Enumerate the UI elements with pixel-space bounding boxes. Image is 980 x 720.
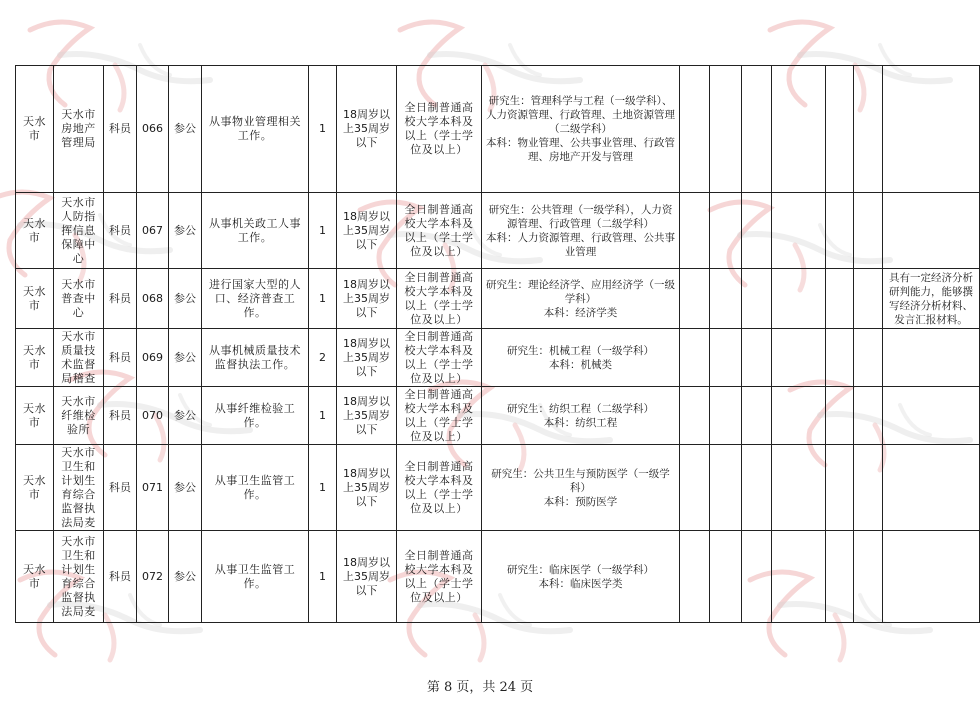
- empty-cell: [680, 193, 710, 269]
- empty-cell: [680, 387, 710, 445]
- city-cell: 天水市: [16, 445, 54, 531]
- age-cell: 18周岁以上35周岁以下: [337, 329, 397, 387]
- empty-cell: [710, 445, 742, 531]
- note-cell: [883, 531, 980, 623]
- city-cell: 天水市: [16, 193, 54, 269]
- major-cell: 研究生：纺织工程（二级学科） 本科：纺织工程: [482, 387, 680, 445]
- empty-cell: [772, 531, 826, 623]
- empty-cell: [742, 387, 772, 445]
- table-row: [16, 66, 980, 193]
- job-type-cell: 参公: [169, 269, 202, 329]
- empty-cell: [680, 445, 710, 531]
- education-cell: 全日制普通高校大学本科及以上（学士学位及以上）: [397, 66, 482, 193]
- headcount-cell: 1: [309, 387, 337, 445]
- city-cell: 天水市: [16, 269, 54, 329]
- city-cell: 天水市: [16, 66, 54, 193]
- page-footer: 第 8 页，共 24 页: [426, 680, 534, 695]
- job-code-cell: 066: [137, 66, 169, 193]
- note-cell: 具有一定经济分析研判能力，能够撰写经济分析材料、发言汇报材料。: [883, 269, 980, 329]
- job-level-cell: 科员: [104, 445, 137, 531]
- empty-cell: [826, 445, 854, 531]
- job-level-cell: 科员: [104, 531, 137, 623]
- department-cell: 天水市纤维检验所: [54, 387, 104, 445]
- empty-cell: [854, 193, 883, 269]
- city-cell: 天水市: [16, 387, 54, 445]
- education-cell: 全日制普通高校大学本科及以上（学士学位及以上）: [397, 329, 482, 387]
- table-row: [16, 531, 980, 623]
- empty-cell: [772, 66, 826, 193]
- headcount-cell: 1: [309, 531, 337, 623]
- table-row: [16, 193, 980, 269]
- headcount-cell: 2: [309, 329, 337, 387]
- duty-cell: 从事纤维检验工作。: [202, 387, 309, 445]
- empty-cell: [826, 531, 854, 623]
- job-type-cell: 参公: [169, 66, 202, 193]
- age-cell: 18周岁以上35周岁以下: [337, 445, 397, 531]
- empty-cell: [826, 269, 854, 329]
- job-code-cell: 069: [137, 329, 169, 387]
- table-row: [16, 269, 980, 329]
- empty-cell: [742, 445, 772, 531]
- age-cell: 18周岁以上35周岁以下: [337, 269, 397, 329]
- education-cell: 全日制普通高校大学本科及以上（学士学位及以上）: [397, 531, 482, 623]
- department-cell: 天水市卫生和计划生育综合监督执法局麦: [54, 531, 104, 623]
- major-cell: 研究生：机械工程（一级学科） 本科：机械类: [482, 329, 680, 387]
- job-code-cell: 068: [137, 269, 169, 329]
- empty-cell: [826, 329, 854, 387]
- empty-cell: [854, 387, 883, 445]
- empty-cell: [854, 531, 883, 623]
- empty-cell: [710, 387, 742, 445]
- empty-cell: [742, 66, 772, 193]
- job-code-cell: 070: [137, 387, 169, 445]
- empty-cell: [772, 329, 826, 387]
- department-cell: 天水市普查中心: [54, 269, 104, 329]
- empty-cell: [742, 329, 772, 387]
- education-cell: 全日制普通高校大学本科及以上（学士学位及以上）: [397, 269, 482, 329]
- note-cell: [883, 329, 980, 387]
- job-code-cell: 067: [137, 193, 169, 269]
- job-listing-table: [15, 65, 980, 623]
- major-cell: 研究生：公共管理（一级学科），人力资源管理、行政管理（二级学科） 本科：人力资源管理、行政管理、公共事业管理: [482, 193, 680, 269]
- headcount-cell: 1: [309, 445, 337, 531]
- job-code-cell: 071: [137, 445, 169, 531]
- job-level-cell: 科员: [104, 269, 137, 329]
- note-cell: [883, 66, 980, 193]
- job-level-cell: 科员: [104, 387, 137, 445]
- empty-cell: [742, 269, 772, 329]
- empty-cell: [826, 66, 854, 193]
- major-cell: 研究生：公共卫生与预防医学（一级学科） 本科：预防医学: [482, 445, 680, 531]
- note-cell: [883, 193, 980, 269]
- empty-cell: [710, 329, 742, 387]
- department-cell: 天水市房地产管理局: [54, 66, 104, 193]
- note-cell: [883, 387, 980, 445]
- job-type-cell: 参公: [169, 445, 202, 531]
- duty-cell: 从事物业管理相关工作。: [202, 66, 309, 193]
- empty-cell: [772, 193, 826, 269]
- empty-cell: [742, 193, 772, 269]
- city-cell: 天水市: [16, 531, 54, 623]
- headcount-cell: 1: [309, 66, 337, 193]
- empty-cell: [680, 531, 710, 623]
- empty-cell: [680, 329, 710, 387]
- job-type-cell: 参公: [169, 387, 202, 445]
- education-cell: 全日制普通高校大学本科及以上（学士学位及以上）: [397, 387, 482, 445]
- age-cell: 18周岁以上35周岁以下: [337, 66, 397, 193]
- duty-cell: 从事卫生监管工作。: [202, 445, 309, 531]
- empty-cell: [710, 531, 742, 623]
- major-cell: 研究生：临床医学（一级学科） 本科：临床医学类: [482, 531, 680, 623]
- note-cell: [883, 445, 980, 531]
- empty-cell: [710, 66, 742, 193]
- job-type-cell: 参公: [169, 193, 202, 269]
- major-cell: 研究生：理论经济学、应用经济学（一级学科） 本科：经济学类: [482, 269, 680, 329]
- duty-cell: 从事卫生监管工作。: [202, 531, 309, 623]
- empty-cell: [854, 445, 883, 531]
- empty-cell: [772, 387, 826, 445]
- empty-cell: [772, 445, 826, 531]
- duty-cell: 从事机械质量技术监督执法工作。: [202, 329, 309, 387]
- table-row: [16, 387, 980, 445]
- empty-cell: [854, 66, 883, 193]
- department-cell: 天水市质量技术监督局稽查: [54, 329, 104, 387]
- job-type-cell: 参公: [169, 531, 202, 623]
- job-level-cell: 科员: [104, 66, 137, 193]
- department-cell: 天水市卫生和计划生育综合监督执法局麦: [54, 445, 104, 531]
- empty-cell: [854, 329, 883, 387]
- duty-cell: 进行国家大型的人口、经济普查工作。: [202, 269, 309, 329]
- age-cell: 18周岁以上35周岁以下: [337, 531, 397, 623]
- job-level-cell: 科员: [104, 329, 137, 387]
- empty-cell: [710, 193, 742, 269]
- education-cell: 全日制普通高校大学本科及以上（学士学位及以上）: [397, 445, 482, 531]
- empty-cell: [742, 531, 772, 623]
- empty-cell: [680, 66, 710, 193]
- table-row: [16, 329, 980, 387]
- age-cell: 18周岁以上35周岁以下: [337, 387, 397, 445]
- education-cell: 全日制普通高校大学本科及以上（学士学位及以上）: [397, 193, 482, 269]
- department-cell: 天水市人防指挥信息保障中心: [54, 193, 104, 269]
- empty-cell: [680, 269, 710, 329]
- duty-cell: 从事机关政工人事工作。: [202, 193, 309, 269]
- headcount-cell: 1: [309, 193, 337, 269]
- job-level-cell: 科员: [104, 193, 137, 269]
- empty-cell: [826, 193, 854, 269]
- empty-cell: [772, 269, 826, 329]
- job-type-cell: 参公: [169, 329, 202, 387]
- headcount-cell: 1: [309, 269, 337, 329]
- city-cell: 天水市: [16, 329, 54, 387]
- age-cell: 18周岁以上35周岁以下: [337, 193, 397, 269]
- empty-cell: [854, 269, 883, 329]
- empty-cell: [826, 387, 854, 445]
- major-cell: 研究生：管理科学与工程（一级学科）、人力资源管理、行政管理、土地资源管理（二级学科） 本科：物业管理、公共事业管理、行政管理、房地产开发与管理: [482, 66, 680, 193]
- job-code-cell: 072: [137, 531, 169, 623]
- empty-cell: [710, 269, 742, 329]
- table-row: [16, 445, 980, 531]
